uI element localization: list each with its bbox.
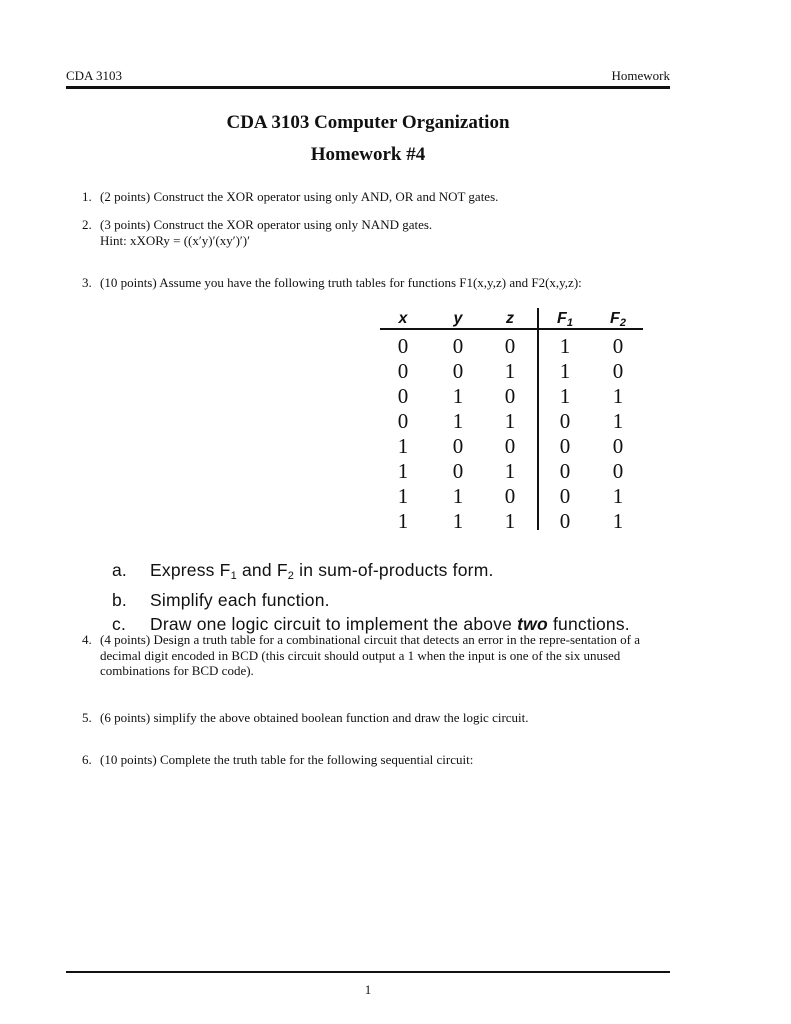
question-number: 5. (82, 710, 92, 725)
page-subtitle: Homework #4 (310, 144, 426, 165)
table-cell: 1 (612, 384, 624, 408)
table-row (380, 358, 643, 384)
question-6 (82, 752, 672, 768)
table-header-cell: z (506, 310, 514, 327)
truth-table (380, 308, 643, 533)
table-row (380, 458, 643, 484)
question-number: 3. (82, 275, 92, 290)
table-cell: 0 (452, 334, 464, 358)
question-number: 2. (82, 217, 92, 232)
table-cell: 1 (397, 509, 409, 533)
table-cell: 0 (452, 434, 464, 458)
table-cell: 0 (612, 359, 624, 383)
question-text: (6 points) simplify the above obtained boolean function and draw the logic circuit. (100, 710, 529, 725)
page-number: 1 (364, 982, 372, 997)
table-cell: 0 (504, 434, 516, 458)
table-cell: 1 (452, 409, 464, 433)
table-row (380, 408, 643, 434)
table-row (380, 433, 643, 459)
table-cell: 1 (452, 384, 464, 408)
table-cell: 0 (559, 459, 571, 483)
table-cell: 0 (397, 409, 409, 433)
table-cell: 1 (504, 409, 516, 433)
table-row (380, 483, 643, 509)
subitem-a: a. Express $F_1$ and $F_2$ in sum-of-products form. (112, 560, 494, 582)
table-cell: 1 (397, 459, 409, 483)
question-text: (4 points) Design a truth table for a combinational circuit that detects an error in the repre-sentation of a decimal digit encoded in BCD (this circuit should output a 1 when the input is one of the six unused combinations for BCD code). (100, 632, 641, 678)
table-header-cell: y (453, 310, 463, 327)
table-cell: 1 (559, 384, 571, 408)
table-cell: 0 (397, 384, 409, 408)
table-cell: 0 (452, 359, 464, 383)
table-cell: 0 (504, 384, 516, 408)
table-cell: 1 (559, 334, 571, 358)
subitem-b: b. Simplify each function. (112, 590, 330, 610)
table-row (380, 508, 643, 534)
table-cell: 1 (612, 484, 624, 508)
table-cell: 0 (452, 459, 464, 483)
footer-rule (66, 971, 670, 973)
header-doc-type: Homework (611, 68, 670, 83)
table-cell: 0 (612, 334, 624, 358)
question-text: (10 points) Assume you have the following truth tables for functions F1(x,y,z) and F2(x,y,z): (100, 275, 582, 290)
question-3 (82, 275, 672, 291)
table-row (380, 333, 643, 359)
table-cell: 0 (397, 359, 409, 383)
question-number: 4. (82, 632, 92, 647)
table-cell: 0 (559, 509, 571, 533)
table-header-cell: x (398, 310, 408, 327)
table-cell: 0 (504, 334, 516, 358)
table-cell: 1 (559, 359, 571, 383)
table-cell: 0 (504, 484, 516, 508)
table-cell: 1 (452, 484, 464, 508)
table-header-cell: $F_2$ (610, 310, 626, 329)
question-3-subitems (112, 558, 630, 636)
question-number: 1. (82, 189, 92, 204)
table-cell: 1 (612, 509, 624, 533)
question-text: (2 points) Construct the XOR operator using only AND, OR and NOT gates. (100, 189, 499, 204)
table-cell: 0 (397, 334, 409, 358)
question-1 (82, 189, 672, 205)
table-row (380, 383, 643, 409)
question-hint: Hint: xXORy = ((x′y)′(xy′)′)′ (100, 232, 250, 248)
table-cell: 1 (504, 359, 516, 383)
question-2 (82, 217, 672, 248)
table-cell: 1 (452, 509, 464, 533)
table-cell: 1 (504, 459, 516, 483)
table-header-cell: $F_1$ (557, 310, 573, 329)
emphasis-two: two (517, 614, 548, 634)
header-course: CDA 3103 (66, 68, 122, 83)
question-4 (82, 632, 672, 679)
table-cell: 0 (559, 434, 571, 458)
subitem-c: c. Draw one logic circuit to implement the above two functions. (112, 614, 630, 634)
table-cell: 0 (559, 409, 571, 433)
page-title: CDA 3103 Computer Organization (226, 112, 510, 133)
table-cell: 1 (397, 484, 409, 508)
question-text: (3 points) Construct the XOR operator using only NAND gates. (100, 217, 433, 232)
table-cell: 1 (504, 509, 516, 533)
table-cell: 0 (559, 484, 571, 508)
table-cell: 0 (612, 434, 624, 458)
question-text: (10 points) Complete the truth table for the following sequential circuit: (100, 752, 474, 767)
header-rule (66, 86, 670, 89)
table-cell: 0 (612, 459, 624, 483)
table-cell: 1 (612, 409, 624, 433)
question-5 (82, 710, 672, 726)
table-cell: 1 (397, 434, 409, 458)
question-number: 6. (82, 752, 92, 767)
